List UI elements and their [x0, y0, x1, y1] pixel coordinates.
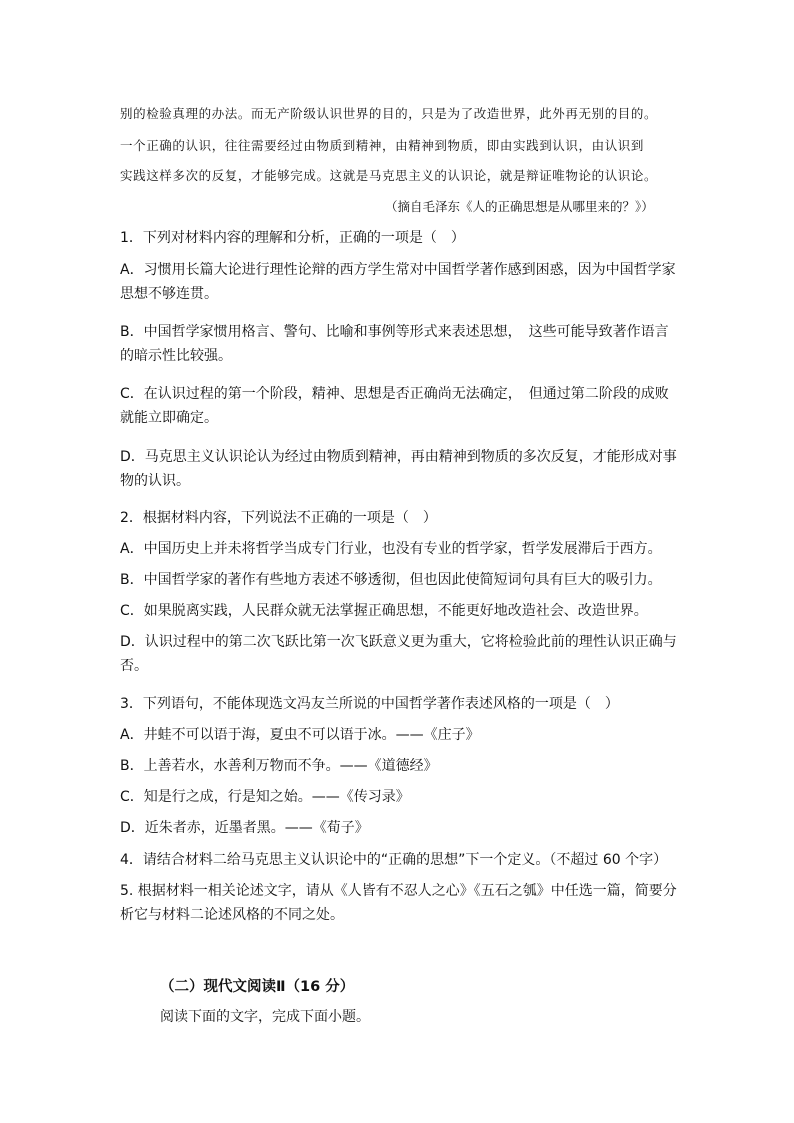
question-1-option-a: A．习惯用长篇大论进行理性论辩的西方学生常对中国哲学著作感到困惑，因为中国哲学家思想不够连贯。: [120, 262, 676, 302]
question-3-option-d: D．近朱者赤，近墨者黑。——《荀子》: [120, 820, 369, 836]
question-3-stem: 3．下列语句，不能体现选文冯友兰所说的中国哲学著作表述风格的一项是（ ）: [120, 696, 619, 712]
question-5-stem: 5. 根据材料一相关论述文字，请从《人皆有不忍人之心》《五石之瓠》中任选一篇，简要分析它与材料二论述风格的不同之处。: [120, 883, 677, 923]
question-1-option-d: D．马克思主义认识论认为经过由物质到精神，再由精神到物质的多次反复，才能形成对事物的认识。: [120, 449, 677, 489]
passage-line: 一个正确的认识，往往需要经过由物质到精神，由精神到物质，即由实践到认识，由认识到: [120, 138, 645, 153]
question-2-option-c: C．如果脱离实践，人民群众就无法掌握正确思想，不能更好地改造社会、改造世界。: [120, 603, 648, 619]
question-3-option-b: B．上善若水，水善利万物而不争。——《道德经》: [120, 758, 438, 774]
section-heading: （二）现代文阅读Ⅱ（16 分）: [160, 979, 355, 995]
question-1-stem: 1．下列对材料内容的理解和分析，正确的一项是（ ）: [120, 230, 465, 246]
passage-line: 实践这样多次的反复，才能够完成。这就是马克思主义的认识论，就是辩证唯物论的认识论。: [120, 168, 658, 183]
question-2-option-a: A．中国历史上并未将哲学当成专门行业，也没有专业的哲学家，哲学发展滞后于西方。: [120, 541, 662, 557]
question-2-option-d: D．认识过程中的第二次飞跃比第一次飞跃意义更为重大，它将检验此前的理性认识正确与否。: [120, 634, 677, 674]
passage-line: 别的检验真理的办法。而无产阶级认识世界的目的，只是为了改造世界，此外再无别的目的。: [120, 106, 658, 121]
question-3-option-c: C．知是行之成，行是知之始。——《传习录》: [120, 789, 410, 805]
passage-source: （摘自毛泽东《人的正确思想是从哪里来的？》）: [385, 199, 654, 214]
question-2-option-b: B．中国哲学家的著作有些地方表述不够透彻，但也因此使简短词句具有巨大的吸引力。: [120, 572, 662, 588]
question-1-option-c: C．在认识过程的第一个阶段，精神、思想是否正确尚无法确定， 但通过第二阶段的成败就能立即确定。: [120, 386, 669, 426]
question-3-option-a: A．井蛙不可以语于海，夏虫不可以语于冰。——《庄子》: [120, 727, 480, 743]
question-1-option-b: B．中国哲学家惯用格言、警句、比喻和事例等形式来表述思想， 这些可能导致著作语言的暗示性比较强。: [120, 324, 669, 364]
section-instruction: 阅读下面的文字，完成下面小题。: [160, 1009, 370, 1025]
question-2-stem: 2．根据材料内容，下列说法不正确的一项是（ ）: [120, 510, 437, 526]
question-4-stem: 4．请结合材料二给马克思主义认识论中的“正确的思想”下一个定义。（不超过 60 个字）: [120, 852, 668, 868]
